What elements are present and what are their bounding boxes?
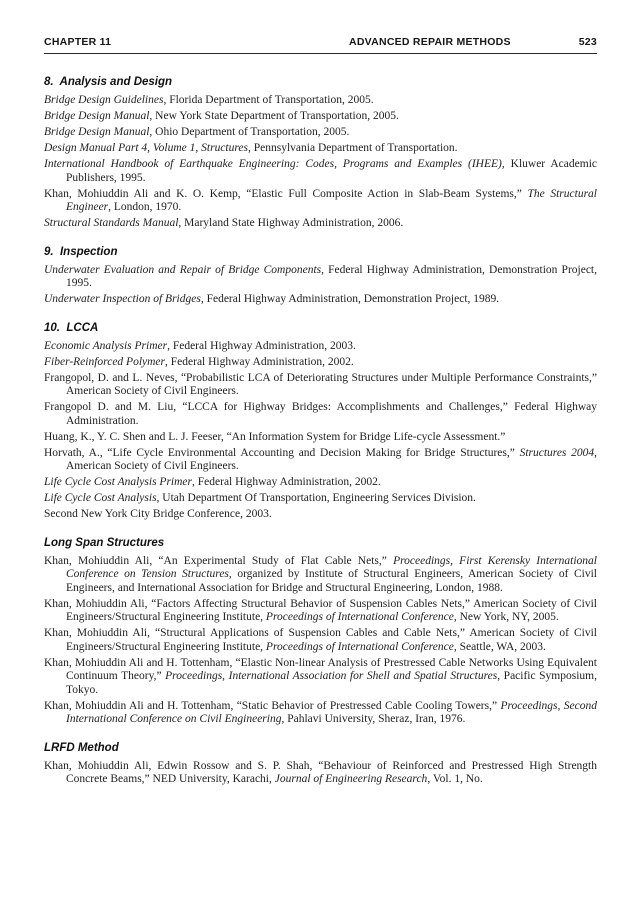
section-heading: 8. Analysis and Design: [44, 76, 173, 88]
reference-entry: Fiber-Reinforced Polymer, Federal Highway Administration, 2002.: [44, 355, 354, 368]
reference-entry: Second New York City Bridge Conference, 2003.: [44, 508, 272, 520]
reference-entry: Huang, K., Y. C. Shen and L. J. Feeser, “An Information System for Bridge Life-cycle Assessment.”: [44, 430, 506, 443]
reference-entry: Structural Standards Manual, Maryland State Highway Administration, 2006.: [44, 217, 404, 229]
page-header: [44, 36, 597, 48]
reference-entry: Khan, Mohiuddin Ali, Edwin Rossow and S. P. Shah, “Behaviour of Reinforced and Prestressed High Strength Concrete Beams,” NED University, Karachi, Journal of Engineering Research, Vol. 1, No.: [44, 759, 597, 785]
page-number: 523: [578, 36, 597, 48]
reference-entry: Khan, Mohiuddin Ali, “Factors Affecting Structural Behavior of Suspension Cables Nets,” American Society of Civil Engineers/Structural Engineering Institute, Proceedings of International Conference, New York, NY, 2005.: [44, 597, 597, 623]
reference-entry: Khan, Mohiuddin Ali, “Structural Applications of Suspension Cables and Cable Nets,” American Society of Civil Engineers/Structural Engineering Institute, Proceedings of International Conference, Seattle, WA, 2003.: [44, 627, 597, 653]
reference-entry: Bridge Design Manual, New York State Department of Transportation, 2005.: [44, 110, 399, 122]
reference-entry: Frangopol D. and M. Liu, “LCCA for Highway Bridges: Accomplishments and Challenges,” Federal Highway Administration.: [44, 401, 597, 427]
reference-entry: Design Manual Part 4, Volume 1, Structures, Pennsylvania Department of Transportation.: [44, 142, 458, 154]
reference-entry: Khan, Mohiuddin Ali and H. Tottenham, “Static Behavior of Prestressed Cable Cooling Towers,” Proceedings, Second International Conference on Civil Engineering, Pahlavi University, Sheraz, Iran, 1976.: [44, 699, 597, 725]
section-heading: LRFD Method: [44, 741, 119, 754]
reference-entry: International Handbook of Earthquake Engineering: Codes, Programs and Examples (IHEE), Kluwer Academic Publishers, 1995.: [44, 158, 597, 184]
reference-entry: Horvath, A., “Life Cycle Environmental Accounting and Decision Making for Bridge Structures,” Structures 2004, American Society of Civil Engineers.: [44, 446, 597, 472]
reference-entry: Economic Analysis Primer, Federal Highway Administration, 2003.: [44, 339, 356, 352]
reference-entry: Khan, Mohiuddin Ali and K. O. Kemp, “Elastic Full Composite Action in Slab-Beam Systems,” The Structural Engineer, London, 1970.: [44, 187, 598, 213]
reference-entry: Underwater Inspection of Bridges, Federal Highway Administration, Demonstration Project, 1989.: [44, 293, 500, 305]
reference-entry: Bridge Design Guidelines, Florida Department of Transportation, 2005.: [44, 94, 374, 106]
reference-entry: Life Cycle Cost Analysis Primer, Federal Highway Administration, 2002.: [44, 476, 381, 488]
header-rule: [44, 53, 597, 54]
section-heading: 9. Inspection: [44, 245, 118, 258]
reference-entry: Bridge Design Manual, Ohio Department of Transportation, 2005.: [44, 126, 350, 138]
section-heading: 10. LCCA: [44, 321, 99, 334]
running-title: ADVANCED REPAIR METHODS: [349, 36, 511, 48]
reference-entry: Underwater Evaluation and Repair of Bridge Components, Federal Highway Administration, Demonstration Project, 1995.: [44, 263, 597, 289]
reference-entry: Khan, Mohiuddin Ali, “An Experimental Study of Flat Cable Nets,” Proceedings, First Kerensky International Conference on Tension Structures, organized by Institute of Structural Engineers, American Society of Civil Engineers, and International Association for Bridge and Structural Engineering, London, 1988.: [44, 554, 598, 594]
chapter-label: CHAPTER 11: [44, 36, 112, 48]
reference-entry: Khan, Mohiuddin Ali and H. Tottenham, “Elastic Non-linear Analysis of Prestressed Cable Networks Using Equivalent Continuum Theory,” Proceedings, International Association for Shell and Spatial Structures, Pacific Symposium, Tokyo.: [44, 656, 597, 696]
references-list: [44, 76, 597, 787]
reference-entry: Life Cycle Cost Analysis, Utah Department Of Transportation, Engineering Services Division.: [44, 492, 476, 504]
section-heading: Long Span Structures: [44, 536, 165, 549]
reference-entry: Frangopol, D. and L. Neves, “Probabilistic LCA of Deteriorating Structures under Multiple Performance Constraints,” American Society of Civil Engineers.: [44, 371, 597, 397]
